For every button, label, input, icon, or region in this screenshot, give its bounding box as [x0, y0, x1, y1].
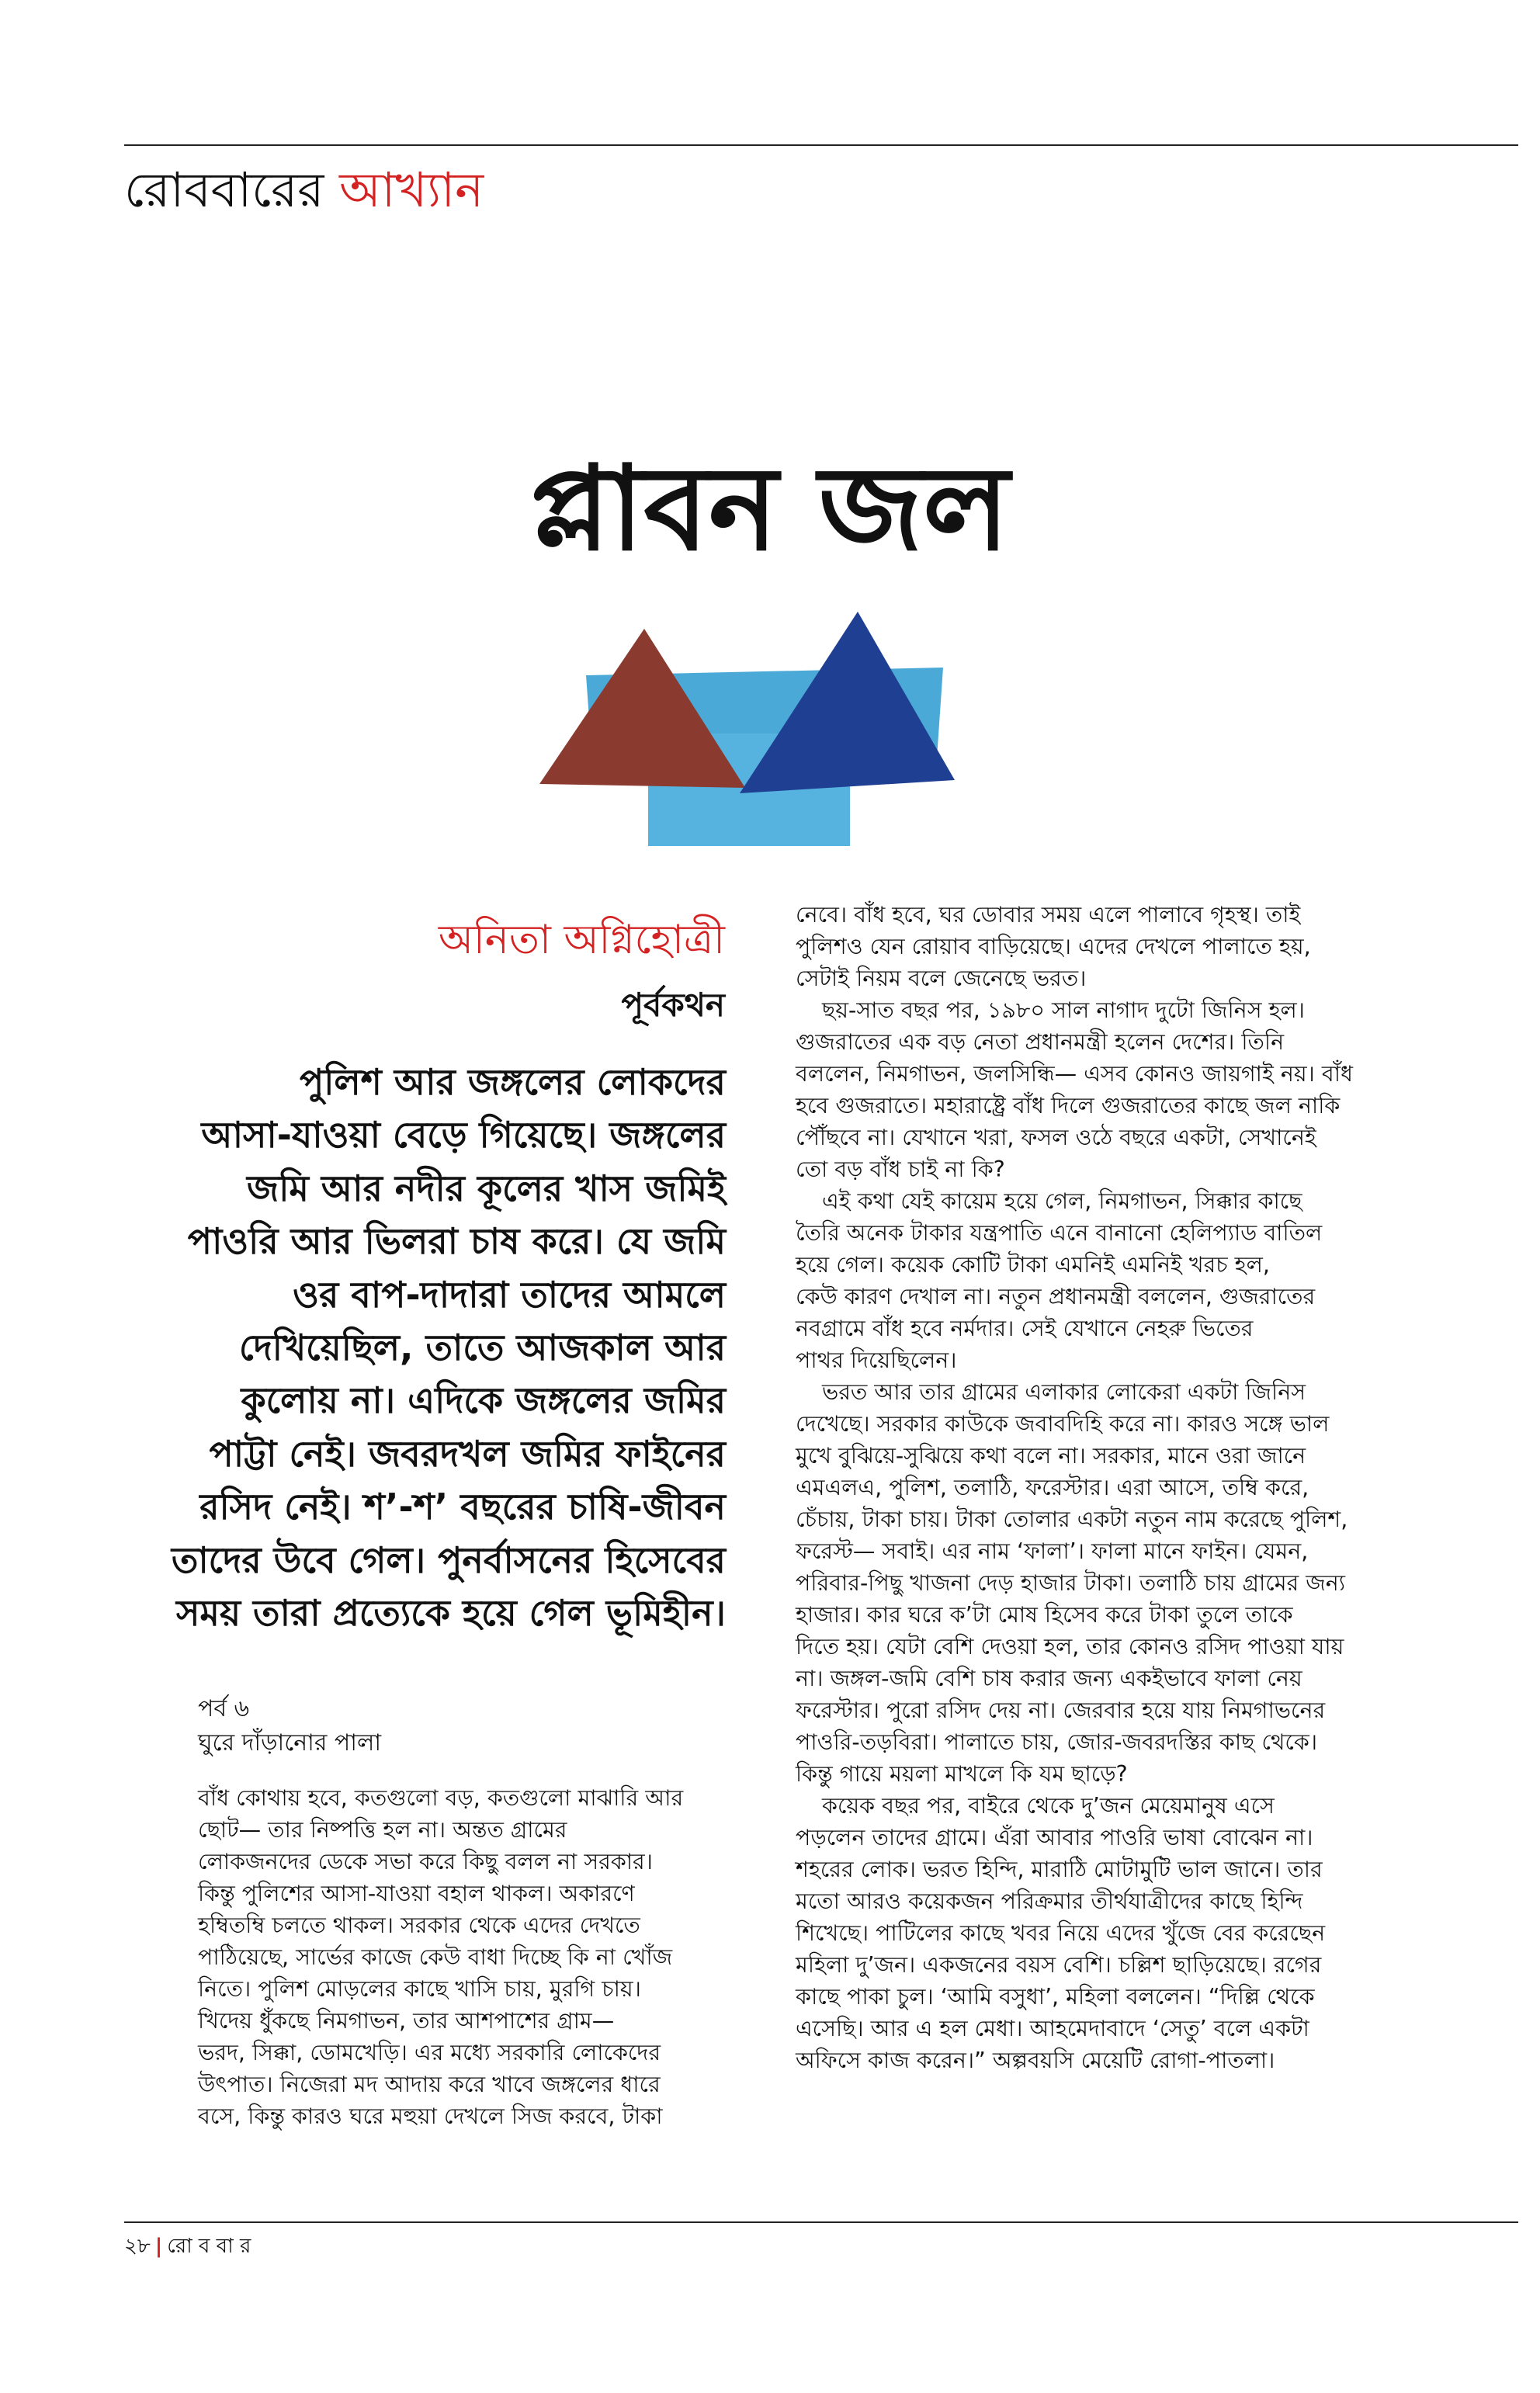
body-line: ভরদ, সিক্কা, ডোমখেড়ি। এর মধ্যে সরকারি লোকেদের: [198, 2040, 661, 2065]
body-line: এমএলএ, পুলিশ, তলাঠি, ফরেস্টার। এরা আসে, তম্বি করে,: [796, 1475, 1309, 1500]
top-rule: [124, 144, 1518, 146]
body-column-left: [198, 1782, 683, 2132]
body-column-right: [796, 899, 1353, 2076]
body-line: এই কথা যেই কায়েম হয়ে গেল, নিমগাভন, সিক্কার কাছে: [822, 1188, 1302, 1214]
body-line: পাঠিয়েছে, সার্ভের কাজে কেউ বাধা দিচ্ছে কি না খোঁজ: [198, 1944, 673, 1970]
body-line: কিন্তু গায়ে ময়লা মাখলে কি যম ছাড়ে?: [796, 1761, 1128, 1787]
body-line: ভরত আর তার গ্রামের এলাকার লোকেরা একটা জিনিস: [822, 1379, 1306, 1405]
body-line: হয়ে গেল। কয়েক কোটি টাকা এমনিই এমনিই খরচ হল,: [796, 1252, 1270, 1278]
pull-quote-line: তাদের উবে গেল। পুনর্বাসনের হিসেবের: [171, 1538, 726, 1581]
body-line: দেখেছে। সরকার কাউকে জবাবদিহি করে না। কারও সঙ্গে ভাল: [796, 1411, 1330, 1437]
body-line: মুখে বুঝিয়ে-সুঝিয়ে কথা বলে না। সরকার, মানে ওরা জানে: [796, 1443, 1306, 1469]
body-line: ছয়-সাত বছর পর, ১৯৮০ সাল নাগাদ দুটো জিনিস হল।: [822, 997, 1305, 1023]
body-line: খিদেয় ধুঁকছে নিমগাভন, তার আশপাশের গ্রাম—: [198, 2008, 615, 2034]
body-line: হবে গুজরাতে। মহারাষ্ট্রে বাঁধ দিলে গুজরাতের কাছে জল নাকি: [796, 1093, 1341, 1118]
body-line: ফরেস্ট— সবাই। এর নাম ‘ফালা’। ফালা মানে ফাইন। যেমন,: [796, 1538, 1309, 1564]
body-line: কয়েক বছর পর, বাইরে থেকে দু’জন মেয়েমানুষ এসে: [822, 1793, 1275, 1819]
body-line: বসে, কিন্তু কারও ঘরে মহুয়া দেখলে সিজ করবে, টাকা: [198, 2103, 663, 2129]
body-line: অফিসে কাজ করেন।” অল্পবয়সি মেয়েটি রোগা-পাতলা।: [796, 2048, 1275, 2073]
pull-quote-line: রসিদ নেই। শ’-শ’ বছরের চাষি-জীবন: [199, 1486, 726, 1528]
mountains-water-illustration: [539, 590, 966, 846]
body-line: ছোট— তার নিষ্পত্তি হল না। অন্তত গ্রামের: [198, 1817, 567, 1843]
body-line: পুলিশও যেন রোয়াব বাড়িয়েছে। এদের দেখলে পালাতে হয়,: [796, 934, 1311, 959]
preface-heading: পূর্বকথন: [621, 986, 725, 1024]
episode-info: [198, 1692, 381, 1760]
body-line: চেঁচায়, টাকা চায়। টাকা তোলার একটা নতুন নাম করেছে পুলিশ,: [796, 1507, 1348, 1532]
body-line: সেটাই নিয়ম বলে জেনেছে ভরত।: [796, 966, 1087, 991]
body-line: পাথর দিয়েছিলেন।: [796, 1347, 957, 1373]
body-line: পাওরি-তড়বিরা। পালাতে চায়, জোর-জবরদস্তির কাছ থেকে।: [796, 1729, 1318, 1755]
bottom-rule: [124, 2221, 1518, 2223]
body-line: বাঁধ কোথায় হবে, কতগুলো বড়, কতগুলো মাঝারি আর: [198, 1785, 684, 1811]
body-line: নিতে। পুলিশ মোড়লের কাছে খাসি চায়, মুরগি চায়।: [198, 1976, 641, 2002]
pull-quote-line: পুলিশ আর জঙ্গলের লোকদের: [299, 1061, 726, 1103]
body-line: এসেছি। আর এ হল মেধা। আহমেদাবাদে ‘সেতু’ বলে একটা: [796, 2016, 1309, 2041]
pull-quote-line: সময় তারা প্রত্যেকে হয়ে গেল ভূমিহীন।: [176, 1592, 726, 1635]
body-line: নবগ্রামে বাঁধ হবে নর্মদার। সেই যেখানে নেহরু ভিতের: [796, 1316, 1254, 1341]
section-label-main: রোববারের: [124, 161, 324, 218]
body-line: তৈরি অনেক টাকার যন্ত্রপাতি এনে বানানো হেলিপ্যাড বাতিল: [796, 1220, 1323, 1246]
pull-quote-line: দেখিয়েছিল, তাতে আজকাল আর: [238, 1327, 726, 1369]
body-line: পরিবার-পিছু খাজনা দেড় হাজার টাকা। তলাঠি চায় গ্রামের জন্য: [796, 1570, 1346, 1596]
episode-number: পর্ব ৬: [198, 1695, 250, 1722]
body-line: কাছে পাকা চুল। ‘আমি বসুধা’, মহিলা বললেন। “দিল্লি থেকে: [796, 1984, 1315, 2010]
body-line: শিখেছে। পাটিলের কাছে খবর নিয়ে এদের খুঁজে বের করেছেন: [796, 1920, 1326, 1946]
body-line: হম্বিতম্বি চলতে থাকল। সরকার থেকে এদের দেখতে: [198, 1913, 640, 1938]
body-line: শহরের লোক। ভরত হিন্দি, মারাঠি মোটামুটি ভাল জানে। তার: [796, 1857, 1323, 1882]
body-line: তো বড় বাঁধ চাই না কি?: [796, 1157, 1005, 1182]
pull-quote: [163, 1056, 726, 1639]
author-name: অনিতা অগ্নিহোত্রী: [438, 917, 725, 963]
body-line: কিন্তু পুলিশের আসা-যাওয়া বহাল থাকল। অকারণে: [198, 1881, 635, 1906]
body-line: হাজার। কার ঘরে ক’টা মোষ হিসেব করে টাকা তুলে তাকে: [796, 1602, 1293, 1628]
body-line: কেউ কারণ দেখাল না। নতুন প্রধানমন্ত্রী বললেন, গুজরাতের: [796, 1284, 1316, 1309]
body-line: মহিলা দু’জন। একজনের বয়স বেশি। চল্লিশ ছাড়িয়েছে। রগের: [796, 1952, 1322, 1978]
body-line: লোকজনদের ডেকে সভা করে কিছু বলল না সরকার।: [198, 1849, 653, 1875]
body-line: উৎপাত। নিজেরা মদ আদায় করে খাবে জঙ্গলের ধারে: [198, 2072, 661, 2097]
body-line: দিতে হয়। যেটা বেশি দেওয়া হল, তার কোনও রসিদ পাওয়া যায়: [796, 1634, 1344, 1659]
pull-quote-line: কুলোয় না। এদিকে জঙ্গলের জমির: [241, 1379, 726, 1422]
page-footer: [124, 2231, 251, 2262]
body-line: গুজরাতের এক বড় নেতা প্রধানমন্ত্রী হলেন দেশের। তিনি: [796, 1029, 1285, 1055]
pull-quote-line: পাওরি আর ভিলরা চাষ করে। যে জমি: [187, 1220, 726, 1263]
body-line: বললেন, নিমগাভন, জলসিন্ধি— এসব কোনও জায়গাই নয়। বাঁধ: [796, 1061, 1353, 1087]
body-line: পৌঁছবে না। যেখানে খরা, ফসল ওঠে বছরে একটা, সেখানেই: [796, 1125, 1316, 1150]
story-title: প্লাবন জল: [530, 440, 1010, 577]
page-number: ২৮: [124, 2235, 151, 2258]
body-line: মতো আরও কয়েকজন পরিক্রমার তীর্থযাত্রীদের কাছে হিন্দি: [796, 1888, 1303, 1914]
footer-separator: |: [154, 2235, 163, 2258]
body-line: পড়লেন তাদের গ্রামে। এঁরা আবার পাওরি ভাষা বোঝেন না।: [796, 1825, 1313, 1850]
magazine-name: রো ব বা র: [167, 2235, 251, 2258]
body-line: ফরেস্টার। পুরো রসিদ দেয় না। জেরবার হয়ে যায় নিমগাভনের: [796, 1698, 1326, 1723]
episode-name: ঘুরে দাঁড়ানোর পালা: [198, 1729, 382, 1757]
body-line: নেবে। বাঁধ হবে, ঘর ডোবার সময় এলে পালাবে গৃহস্থ। তাই: [796, 902, 1301, 928]
pull-quote-line: আসা-যাওয়া বেড়ে গিয়েছে। জঙ্গলের: [201, 1114, 726, 1157]
section-label-accent: আখ্যান: [339, 161, 484, 218]
body-line: না। জঙ্গল-জমি বেশি চাষ করার জন্য একইভাবে ফালা নেয়: [796, 1666, 1302, 1691]
section-label: [124, 155, 484, 225]
pull-quote-line: পাট্টা নেই। জবরদখল জমির ফাইনের: [209, 1432, 726, 1475]
pull-quote-line: জমি আর নদীর কূলের খাস জমিই: [247, 1167, 726, 1209]
pull-quote-line: ওর বাপ-দাদারা তাদের আমলে: [293, 1273, 726, 1316]
